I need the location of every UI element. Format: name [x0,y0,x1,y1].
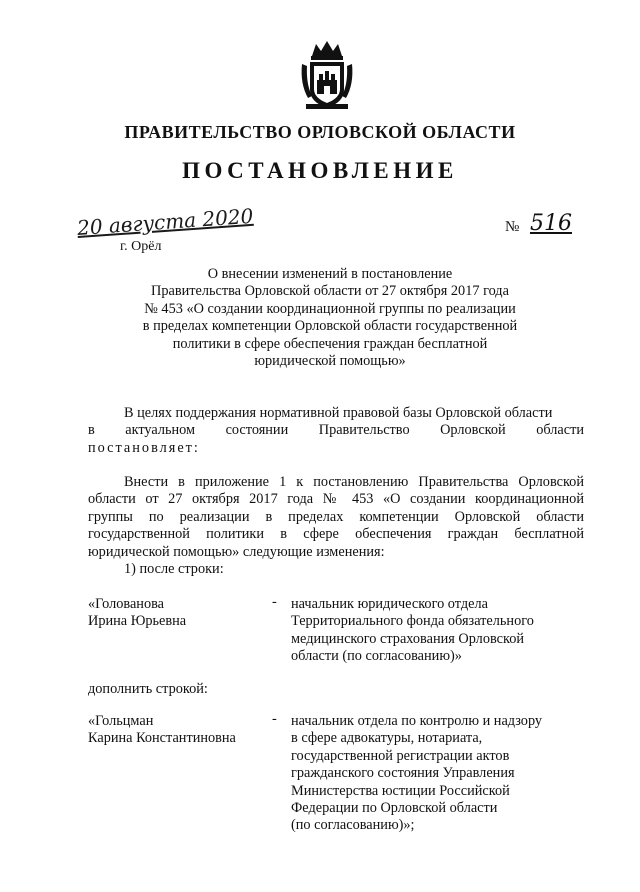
preamble [88,405,584,457]
entry-role [291,713,542,835]
number-label: № [505,219,520,235]
document-type: ПОСТАНОВЛЕНИЕ [182,158,458,183]
entry-role-line: начальник отдела по контролю и надзору [291,713,543,729]
preamble-line: в актуальном состоянии Правительство Орловской области [88,422,584,439]
body-line: Внести в приложение 1 к постановлению Правительства Орловской [124,474,584,490]
subject-line: О внесении изменений в постановление [207,266,453,282]
subject-line: № 453 «О создании координационной группы по реализации [144,300,516,317]
body-line: области от 27 октября 2017 года № 453 «О создании координационной [88,491,584,508]
entry-role-line: в сфере адвокатуры, нотариата, [291,730,483,747]
entry-role-line: медицинского страхования Орловской [291,630,525,647]
entry-dash: - [272,711,277,727]
entry-role-line: Территориального фонда обязательного [291,613,534,630]
entry-name [88,713,236,748]
body-line: группы по реализации в пределах компетенции Орловской области [88,508,584,525]
entry-role-line: (по согласованию)»; [291,817,415,834]
city: г. Орёл [120,239,162,254]
append-text: дополнить строкой: [88,681,208,697]
entry-name-line: Ирина Юрьевна [88,613,187,630]
preamble-line: В целях поддержания нормативной правовой базы Орловской области [124,405,553,421]
entry-name [88,596,186,631]
government-title: ПРАВИТЕЛЬСТВО ОРЛОВСКОЙ ОБЛАСТИ [124,122,516,142]
handwritten-number: 516 [530,211,572,236]
document-subject [130,266,530,370]
entry-dash: - [272,594,277,610]
entry-role-line: области (по согласованию)» [291,648,462,665]
subject-line: Правительства Орловской области от 27 октября 2017 года [151,283,509,300]
subject-line: политики в сфере обеспечения граждан бесплатной [172,335,488,352]
subject-line: в пределах компетенции Орловской области государственной [142,318,518,335]
entry-role [291,596,534,666]
entry-name-line: Карина Константиновна [88,730,236,747]
entry-role-line: Федерации по Орловской области [291,800,498,817]
body-item: 1) после строки: [124,561,224,578]
entry-role-line: государственной регистрации актов [291,747,510,764]
body-paragraph [88,474,584,578]
body-line: юридической помощью» следующие изменения: [88,543,385,560]
subject-line: юридической помощью» [254,353,406,370]
entry-name-line: «Гольцман [88,713,154,729]
entry-name-line: «Голованова [88,596,165,612]
body-line: государственной политики в сфере обеспечения граждан бесплатной [88,526,584,543]
preamble-line: постановляет: [88,439,200,456]
entry-role-line: начальник юридического отдела [291,596,488,612]
handwritten-date: 20 августа 2020 [76,203,255,240]
entry-role-line: Министерства юстиции Российской [291,782,510,799]
entry-role-line: гражданского состояния Управления [291,765,515,782]
coat-of-arms-icon [298,40,356,112]
